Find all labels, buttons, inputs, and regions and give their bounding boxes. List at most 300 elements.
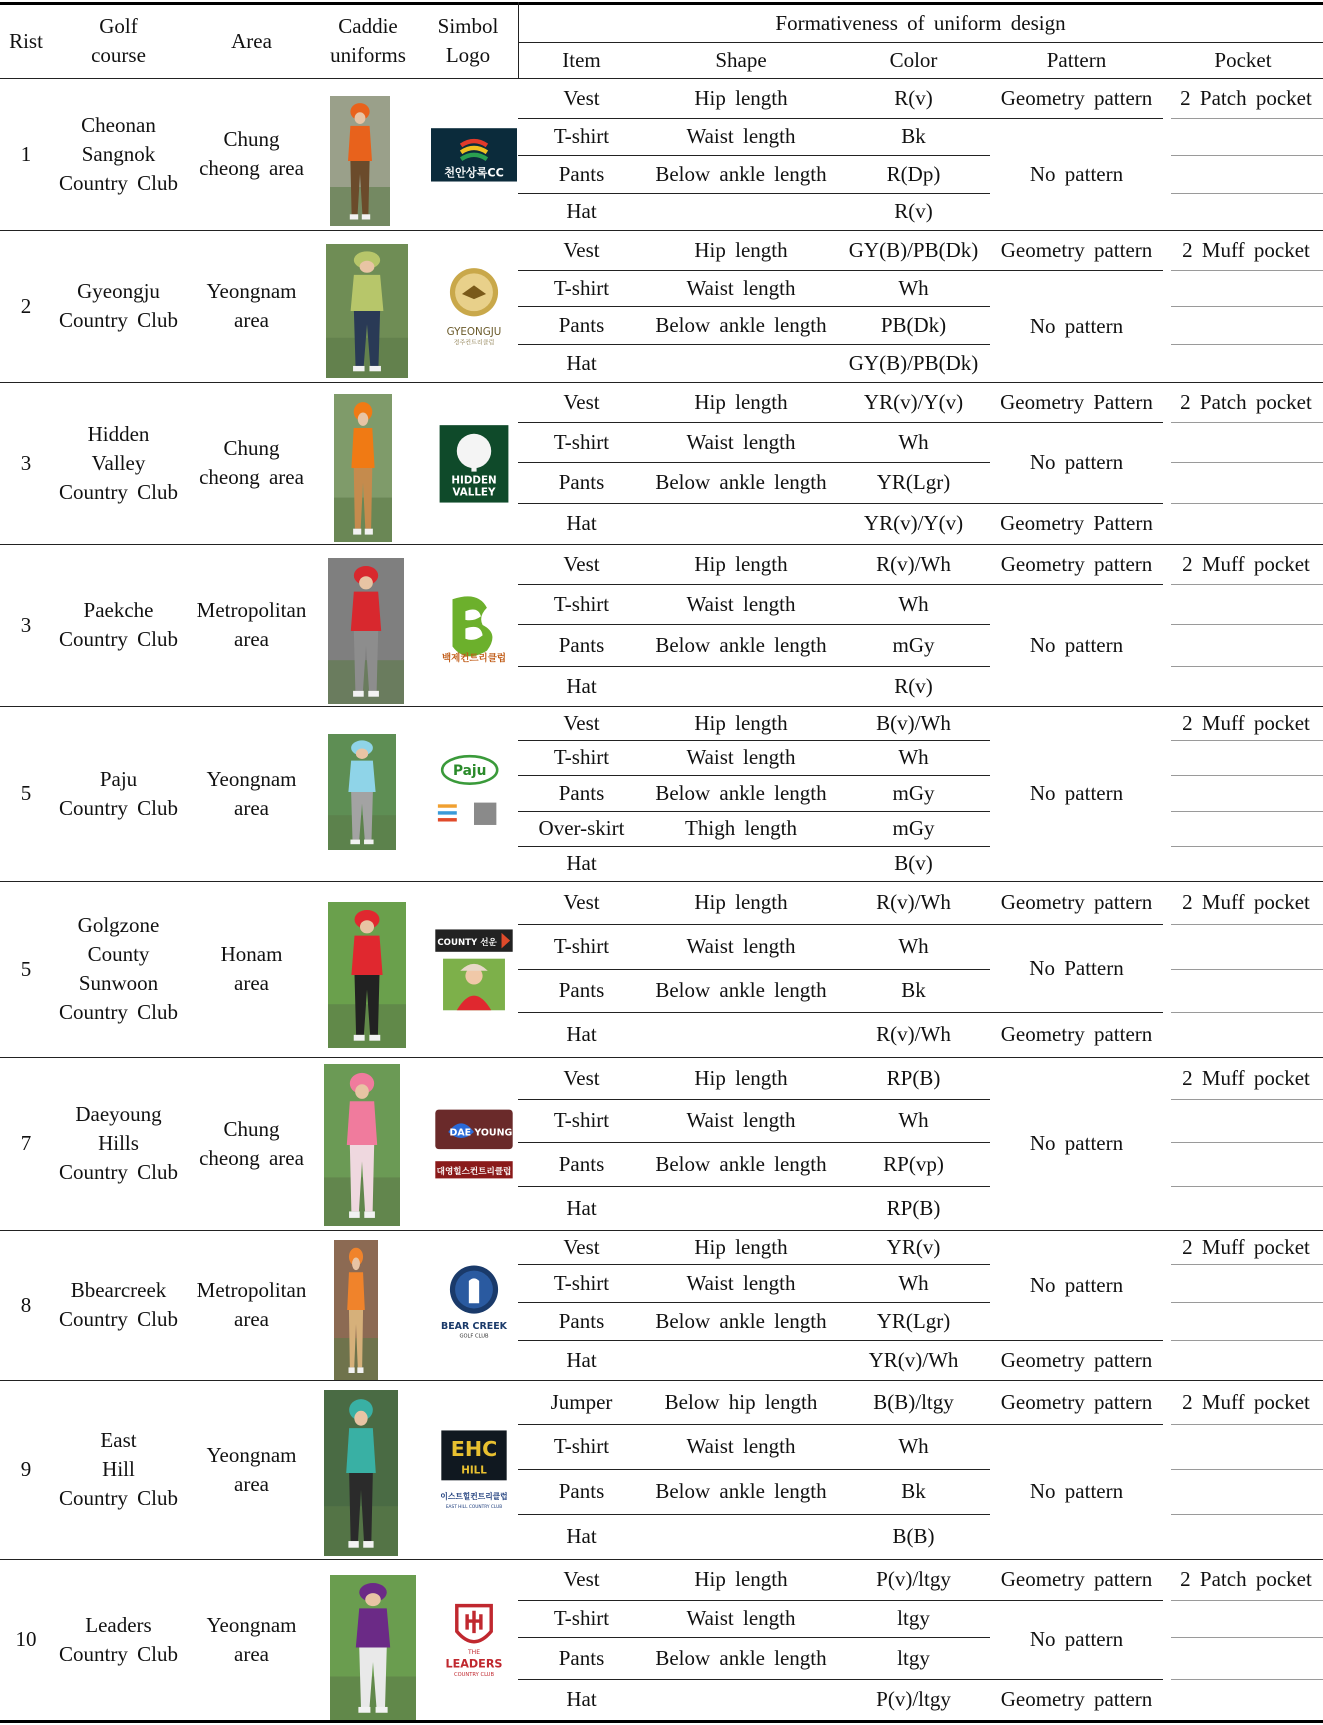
- header-shape: Shape: [715, 47, 767, 72]
- pocket-rule: [1171, 306, 1323, 307]
- item-color: RP(B): [886, 1065, 941, 1090]
- item-color: ltgy: [897, 1645, 930, 1670]
- item-shape: Below ankle length: [655, 632, 827, 657]
- sub-row-rule: [518, 811, 990, 812]
- svg-text:대영힐스컨트리클럽: 대영힐스컨트리클럽: [436, 1166, 512, 1177]
- item-shape: Below hip length: [664, 1389, 818, 1414]
- item-pocket: [1163, 1302, 1323, 1340]
- golf-course-name: Leaders Country Club: [59, 1612, 178, 1666]
- item-name: Vest: [563, 85, 600, 110]
- pocket-rule: [1171, 1600, 1323, 1601]
- item-pocket: [1163, 306, 1323, 344]
- sub-row-rule: [518, 775, 990, 776]
- area-name: Chung cheong area: [199, 1116, 304, 1170]
- item-pocket: [1163, 155, 1323, 193]
- item-shape: Hip length: [694, 710, 788, 735]
- item-color: P(v)/ltgy: [876, 1687, 951, 1711]
- item-pocket: [1163, 969, 1323, 1012]
- club-logo: [431, 926, 517, 1012]
- item-pocket: 2 Muff pocket: [1182, 237, 1310, 262]
- item-pattern: No pattern: [1029, 313, 1124, 338]
- sub-row-rule: [518, 584, 990, 585]
- item-name: Hat: [566, 851, 597, 875]
- item-name: T-shirt: [553, 745, 610, 769]
- row-number: 8: [20, 1292, 32, 1317]
- item-pocket: [1163, 811, 1323, 846]
- item-color: R(v): [894, 199, 933, 223]
- item-color: B(v): [894, 851, 933, 875]
- item-name: Over-skirt: [538, 816, 625, 840]
- sub-row-rule: [518, 1600, 990, 1601]
- item-name: Hat: [566, 1347, 597, 1372]
- item-name: T-shirt: [553, 1434, 610, 1458]
- sub-row-rule: [518, 344, 990, 345]
- svg-text:HILL: HILL: [461, 1463, 487, 1476]
- area-name: Yeongnam area: [206, 766, 297, 820]
- item-shape: Below ankle length: [655, 470, 827, 494]
- item-color: YR(Lgr): [876, 470, 951, 494]
- sub-row-rule: [518, 1637, 990, 1638]
- item-color: YR(v)/Y(v): [863, 511, 964, 535]
- item-pattern: No pattern: [1029, 1272, 1124, 1297]
- item-name: T-shirt: [553, 124, 610, 148]
- svg-text:VALLEY: VALLEY: [452, 486, 496, 499]
- item-color: R(v): [894, 673, 933, 698]
- item-shape: Below ankle length: [655, 1308, 827, 1333]
- item-name: Pants: [558, 1308, 605, 1333]
- item-pattern: No pattern: [1029, 450, 1124, 474]
- item-color: Bk: [901, 1479, 926, 1503]
- item-shape: [645, 503, 837, 544]
- item-name: Vest: [563, 551, 600, 576]
- pocket-rule: [1171, 740, 1323, 741]
- caddie-uniform-photo: [328, 902, 406, 1048]
- item-shape: Below ankle length: [655, 1479, 827, 1503]
- item-shape: [645, 1012, 837, 1057]
- area-name: Metropolitan area: [196, 598, 307, 651]
- item-shape: Waist length: [686, 934, 796, 958]
- sub-row-rule: [518, 740, 990, 741]
- item-shape: [645, 846, 837, 881]
- pocket-rule: [1171, 924, 1323, 925]
- item-color: Wh: [898, 934, 929, 958]
- item-pocket: [1163, 1012, 1323, 1057]
- svg-text:LEADERS: LEADERS: [445, 1657, 503, 1671]
- item-color: Wh: [898, 591, 929, 616]
- pattern-rule: [990, 1012, 1163, 1013]
- row-number: 3: [20, 450, 32, 475]
- club-logo: [431, 1427, 517, 1513]
- pocket-rule: [1171, 1099, 1323, 1100]
- row-number: 7: [20, 1131, 32, 1155]
- item-name: Vest: [563, 890, 600, 914]
- item-color: ltgy: [897, 1606, 930, 1630]
- item-pocket: [1163, 775, 1323, 811]
- item-shape: [645, 193, 837, 230]
- row-number: 5: [20, 781, 32, 805]
- item-color: mGy: [892, 816, 935, 840]
- item-color: YR(v): [886, 1234, 941, 1259]
- item-color: PB(Dk): [880, 312, 947, 337]
- svg-text:EHC: EHC: [450, 1436, 498, 1461]
- item-pocket: [1163, 344, 1323, 382]
- item-color: GY(B)/PB(Dk): [848, 350, 979, 375]
- sub-row-rule: [518, 1340, 990, 1341]
- item-name: T-shirt: [553, 1270, 610, 1295]
- item-color: Wh: [898, 1434, 929, 1458]
- club-logo: [431, 1597, 517, 1683]
- sub-row-rule: [518, 1679, 990, 1680]
- item-name: Pants: [558, 780, 605, 805]
- item-color: YR(Lgr): [876, 1308, 951, 1333]
- item-pocket: [1163, 462, 1323, 503]
- pattern-rule: [990, 1600, 1163, 1601]
- item-pocket: [1163, 422, 1323, 462]
- golf-course-name: Paekche Country Club: [59, 598, 178, 651]
- item-pocket: [1163, 1514, 1323, 1559]
- item-color: R(v)/Wh: [876, 890, 951, 914]
- row-number: 2: [20, 293, 32, 318]
- pocket-rule: [1171, 666, 1323, 667]
- item-pattern: Geometry pattern: [1000, 1389, 1153, 1414]
- item-shape: Hip length: [694, 890, 788, 914]
- item-pocket: [1163, 924, 1323, 969]
- svg-text:천안상록CC: 천안상록CC: [444, 166, 504, 180]
- item-name: Pants: [558, 161, 605, 186]
- svg-text:DAE YOUNG: DAE YOUNG: [449, 1126, 513, 1138]
- sub-row-rule: [518, 193, 990, 194]
- header-pattern: Pattern: [1046, 47, 1107, 72]
- golf-course-name: Golgzone County Sunwoon Country Club: [59, 913, 178, 1024]
- item-name: Vest: [563, 710, 600, 735]
- item-color: R(Dp): [886, 161, 941, 186]
- caddie-uniform-photo: [328, 734, 396, 850]
- svg-text:HIDDEN: HIDDEN: [451, 474, 497, 487]
- item-name: Hat: [566, 673, 597, 698]
- item-name: Vest: [563, 1234, 600, 1259]
- item-color: Wh: [898, 275, 929, 300]
- item-pocket: [1163, 584, 1323, 624]
- pocket-rule: [1171, 155, 1323, 156]
- item-shape: Below ankle length: [655, 780, 827, 805]
- sub-row-rule: [518, 1424, 990, 1425]
- club-logo: [431, 582, 517, 668]
- item-pocket: 2 Patch pocket: [1180, 1567, 1312, 1591]
- pocket-rule: [1171, 969, 1323, 970]
- sub-row-rule: [518, 1469, 990, 1470]
- pocket-rule: [1171, 775, 1323, 776]
- item-shape: [645, 1679, 837, 1720]
- item-pattern: No pattern: [1029, 632, 1124, 657]
- sub-row-rule: [518, 1186, 990, 1187]
- item-name: Pants: [558, 1479, 605, 1503]
- pocket-rule: [1171, 1469, 1323, 1470]
- caddie-uniform-photo: [334, 1240, 378, 1380]
- item-name: Vest: [563, 237, 600, 262]
- sub-row-rule: [518, 503, 990, 504]
- svg-text:COUNTY 선운: COUNTY 선운: [437, 937, 497, 948]
- item-pocket: [1163, 1637, 1323, 1679]
- item-pattern: Geometry Pattern: [1000, 511, 1153, 535]
- item-pattern: Geometry pattern: [1000, 890, 1153, 914]
- item-pocket: [1163, 846, 1323, 881]
- header-vertical-rule: [518, 2, 519, 78]
- item-pocket: 2 Patch pocket: [1180, 389, 1312, 414]
- item-color: R(v): [894, 85, 933, 110]
- item-pocket: [1163, 1469, 1323, 1514]
- item-color: RP(B): [886, 1195, 941, 1220]
- area-name: Chung cheong area: [199, 436, 304, 489]
- item-pattern: No pattern: [1029, 781, 1124, 805]
- svg-text:GYEONGJU: GYEONGJU: [446, 326, 502, 339]
- pocket-rule: [1171, 1302, 1323, 1303]
- svg-text:EAST HILL COUNTRY CLUB: EAST HILL COUNTRY CLUB: [445, 1504, 503, 1510]
- pattern-rule: [990, 1424, 1163, 1425]
- item-name: Vest: [563, 1567, 600, 1591]
- item-pocket: [1163, 1340, 1323, 1380]
- pocket-rule: [1171, 1012, 1323, 1013]
- pocket-rule: [1171, 422, 1323, 423]
- caddie-uniform-photo: [330, 96, 390, 226]
- svg-text:경주컨트리클럽: 경주컨트리클럽: [453, 339, 495, 347]
- pattern-rule: [990, 1340, 1163, 1341]
- svg-text:이스트힐컨트리클럽: 이스트힐컨트리클럽: [440, 1491, 508, 1501]
- pocket-rule: [1171, 344, 1323, 345]
- item-shape: Below ankle length: [655, 1645, 827, 1670]
- pattern-rule: [990, 503, 1163, 504]
- golf-course-name: Daeyoung Hills Country Club: [59, 1102, 178, 1184]
- club-logo: [431, 1262, 517, 1348]
- caddie-uniform-photo: [324, 1390, 398, 1556]
- sub-row-rule: [518, 155, 990, 156]
- item-pocket: [1163, 270, 1323, 306]
- item-pattern: No pattern: [1029, 1479, 1124, 1503]
- row-number: 3: [20, 612, 32, 637]
- item-name: Pants: [558, 632, 605, 657]
- item-shape: Hip length: [694, 1234, 788, 1259]
- item-shape: [645, 666, 837, 706]
- item-color: B(v)/Wh: [876, 710, 951, 735]
- item-name: Hat: [566, 511, 597, 535]
- sub-row-rule: [518, 270, 990, 271]
- sub-row-rule: [518, 1514, 990, 1515]
- row-number: 5: [20, 956, 32, 981]
- item-pattern: Geometry pattern: [1000, 85, 1153, 110]
- header-item: Item: [562, 47, 601, 72]
- item-pocket: [1163, 193, 1323, 230]
- item-shape: Waist length: [686, 275, 796, 300]
- header-caddie-uniforms: Caddie uniforms: [330, 14, 406, 67]
- item-shape: Waist length: [686, 745, 796, 769]
- header-area: Area: [231, 28, 272, 53]
- pocket-rule: [1171, 1264, 1323, 1265]
- item-name: T-shirt: [553, 1606, 610, 1630]
- item-pocket: [1163, 1679, 1323, 1720]
- row-number: 9: [20, 1457, 32, 1481]
- item-color: B(B)/ltgy: [873, 1389, 954, 1414]
- item-pocket: [1163, 624, 1323, 666]
- header-formativeness: Formativeness of uniform design: [775, 10, 1066, 35]
- item-name: Hat: [566, 350, 597, 375]
- item-shape: Hip length: [694, 237, 788, 262]
- pocket-rule: [1171, 1679, 1323, 1680]
- club-logo: [431, 111, 517, 197]
- pattern-rule: [990, 584, 1163, 585]
- sub-row-rule: [518, 1142, 990, 1143]
- item-name: Hat: [566, 1022, 597, 1046]
- item-name: Pants: [558, 1151, 605, 1176]
- pocket-rule: [1171, 846, 1323, 847]
- item-pocket: 2 Patch pocket: [1180, 85, 1312, 110]
- item-color: R(v)/Wh: [876, 1022, 951, 1046]
- item-shape: Waist length: [686, 1606, 796, 1630]
- pocket-rule: [1171, 503, 1323, 504]
- sub-row-rule: [518, 118, 990, 119]
- pattern-rule: [990, 270, 1163, 271]
- area-name: Yeongnam area: [206, 1612, 297, 1666]
- item-pocket: [1163, 1099, 1323, 1142]
- item-pattern: Geometry pattern: [1000, 1022, 1153, 1046]
- caddie-uniform-photo: [328, 558, 404, 704]
- item-pocket: 2 Muff pocket: [1182, 1065, 1310, 1090]
- item-name: Vest: [563, 389, 600, 414]
- golf-course-name: Hidden Valley Country Club: [59, 421, 178, 504]
- caddie-uniform-photo: [330, 1575, 416, 1720]
- sub-row-rule: [518, 969, 990, 970]
- item-color: mGy: [892, 780, 935, 805]
- item-pocket: [1163, 1424, 1323, 1469]
- item-color: B(B): [892, 1524, 935, 1548]
- caddie-uniform-photo: [326, 244, 408, 378]
- header-golf-course: Golf course: [91, 14, 146, 67]
- item-pattern: No pattern: [1029, 1627, 1124, 1651]
- sub-row-rule: [518, 624, 990, 625]
- item-pocket: [1163, 1186, 1323, 1230]
- item-color: YR(v)/Wh: [868, 1347, 959, 1372]
- sub-row-rule: [518, 846, 990, 847]
- golf-course-name: Gyeongju Country Club: [59, 279, 178, 332]
- sub-row-rule: [518, 1012, 990, 1013]
- item-shape: Waist length: [686, 1434, 796, 1458]
- item-pattern: Geometry pattern: [1000, 551, 1153, 576]
- item-name: Vest: [563, 1065, 600, 1090]
- pocket-rule: [1171, 811, 1323, 812]
- svg-text:COUNTRY CLUB: COUNTRY CLUB: [453, 1671, 495, 1678]
- item-name: T-shirt: [553, 591, 610, 616]
- item-pocket: [1163, 666, 1323, 706]
- area-name: Yeongnam area: [206, 1442, 297, 1496]
- item-shape: Below ankle length: [655, 161, 827, 186]
- sub-row-rule: [518, 1264, 990, 1265]
- item-shape: [645, 1186, 837, 1230]
- sub-row-rule: [518, 1099, 990, 1100]
- pocket-rule: [1171, 1340, 1323, 1341]
- item-name: Pants: [558, 1645, 605, 1670]
- sub-row-rule: [518, 666, 990, 667]
- row-number: 1: [20, 141, 32, 166]
- item-pattern: Geometry pattern: [1000, 1347, 1153, 1372]
- svg-text:THE: THE: [468, 1648, 480, 1656]
- item-name: Pants: [558, 312, 605, 337]
- item-shape: Hip length: [694, 389, 788, 414]
- header-color: Color: [889, 47, 938, 72]
- item-name: T-shirt: [553, 275, 610, 300]
- item-pocket: [1163, 1142, 1323, 1186]
- caddie-uniform-photo: [334, 394, 392, 542]
- svg-text:GOLF CLUB: GOLF CLUB: [459, 1333, 489, 1340]
- item-shape: Thigh length: [685, 816, 797, 840]
- area-name: Metropolitan area: [196, 1278, 307, 1331]
- golf-course-name: Paju Country Club: [59, 766, 178, 820]
- item-color: YR(v)/Y(v): [863, 389, 964, 414]
- pattern-rule: [990, 422, 1163, 423]
- item-pattern: Geometry pattern: [1000, 1567, 1153, 1591]
- sub-row-rule: [518, 1302, 990, 1303]
- item-name: Hat: [566, 1195, 597, 1220]
- item-color: Bk: [901, 124, 926, 148]
- item-shape: Waist length: [686, 124, 796, 148]
- item-shape: Hip length: [694, 1567, 788, 1591]
- area-name: Honam area: [220, 942, 283, 995]
- golf-course-name: East Hill Country Club: [59, 1428, 178, 1510]
- item-shape: Hip length: [694, 85, 788, 110]
- item-name: Hat: [566, 1524, 597, 1548]
- item-color: RP(vp): [883, 1151, 944, 1176]
- sub-row-rule: [518, 462, 990, 463]
- pocket-rule: [1171, 624, 1323, 625]
- item-shape: [645, 1340, 837, 1380]
- club-logo: [431, 263, 517, 349]
- pocket-rule: [1171, 462, 1323, 463]
- sub-row-rule: [518, 924, 990, 925]
- item-color: Wh: [898, 429, 929, 454]
- item-name: Jumper: [550, 1389, 613, 1414]
- item-color: P(v)/ltgy: [876, 1567, 951, 1591]
- pattern-rule: [990, 1679, 1163, 1680]
- item-color: Wh: [898, 1270, 929, 1295]
- pocket-rule: [1171, 1186, 1323, 1187]
- item-pocket: 2 Muff pocket: [1182, 890, 1310, 914]
- item-shape: Hip length: [694, 1065, 788, 1090]
- item-pattern: Geometry Pattern: [1000, 389, 1153, 414]
- item-pocket: [1163, 740, 1323, 775]
- pattern-rule: [990, 118, 1163, 119]
- item-pocket: [1163, 503, 1323, 544]
- pocket-rule: [1171, 193, 1323, 194]
- item-shape: Below ankle length: [655, 1151, 827, 1176]
- item-name: T-shirt: [553, 1108, 610, 1132]
- club-logo: [431, 751, 517, 837]
- item-shape: Waist length: [686, 591, 796, 616]
- header-pocket: Pocket: [1214, 47, 1272, 72]
- item-shape: Below ankle length: [655, 312, 827, 337]
- pocket-rule: [1171, 118, 1323, 119]
- item-name: Pants: [558, 978, 605, 1002]
- item-name: T-shirt: [553, 934, 610, 958]
- svg-text:Paju: Paju: [452, 762, 487, 779]
- pocket-rule: [1171, 1142, 1323, 1143]
- item-shape: Waist length: [686, 429, 796, 454]
- item-name: Pants: [558, 470, 605, 494]
- item-color: Wh: [898, 745, 929, 769]
- item-color: R(v)/Wh: [876, 551, 951, 576]
- item-color: Wh: [898, 1108, 929, 1132]
- item-shape: Below ankle length: [655, 978, 827, 1002]
- pocket-rule: [1171, 584, 1323, 585]
- item-shape: Waist length: [686, 1270, 796, 1295]
- golf-course-name: Bbearcreek Country Club: [59, 1278, 178, 1331]
- svg-text:BEAR CREEK: BEAR CREEK: [440, 1321, 508, 1333]
